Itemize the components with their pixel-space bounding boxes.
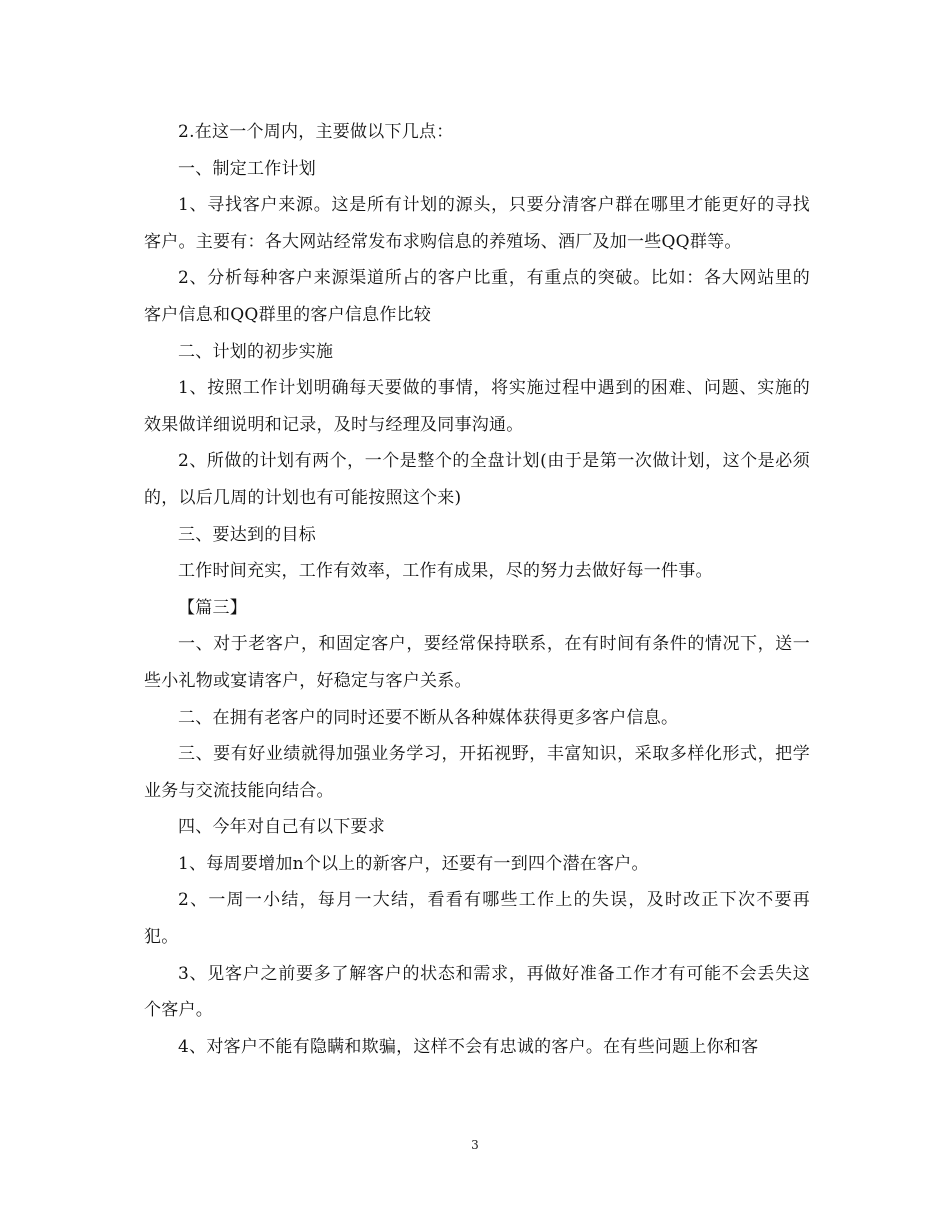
paragraph-goals: 工作时间充实，工作有效率，工作有成果，尽的努力去做好每一件事。 bbox=[178, 561, 713, 582]
heading-plan: 一、制定工作计划 bbox=[178, 158, 316, 179]
paragraph-know-customer: 3、见客户之前要多了解客户的状态和需求，再做好准备工作才有可能不会丢失这个客户。 bbox=[144, 963, 810, 1021]
paragraph-media-info: 二、在拥有老客户的同时还要不断从各种媒体获得更多客户信息。 bbox=[178, 707, 679, 728]
heading-goals: 三、要达到的目标 bbox=[178, 524, 316, 545]
paragraph-daily-tasks: 1、按照工作计划明确每天要做的事情，将实施过程中遇到的困难、问题、实施的效果做详细说明和记录，及时与经理及同事沟通。 bbox=[144, 378, 810, 435]
page-number: 3 bbox=[471, 1138, 479, 1152]
paragraph-old-customers: 一、对于老客户，和固定客户，要经常保持联系，在有时间有条件的情况下，送一些小礼物或宴请客户，好稳定与客户关系。 bbox=[144, 634, 810, 691]
heading-self-requirements: 四、今年对自己有以下要求 bbox=[178, 817, 385, 838]
paragraph-find-customers: 1、寻找客户来源。这是所有计划的源头，只要分清客户群在哪里才能更好的寻找客户。主要有：各大网站经常发布求购信息的养殖场、酒厂及加一些QQ群等。 bbox=[144, 195, 810, 252]
paragraph-summaries: 2、一周一小结，每月一大结，看看有哪些工作上的失误，及时改正下次不要再犯。 bbox=[144, 890, 810, 948]
paragraph-honesty: 4、对客户不能有隐瞒和欺骗，这样不会有忠诚的客户。在有些问题上你和客 bbox=[178, 1036, 759, 1057]
heading-initial-implementation: 二、计划的初步实施 bbox=[178, 341, 334, 362]
paragraph-weekly-new-customers: 1、每周要增加n个以上的新客户，还要有一到四个潜在客户。 bbox=[178, 853, 649, 874]
paragraph-two-plans: 2、所做的计划有两个，一个是整个的全盘计划(由于是第一次做计划，这个是必须的，以后几周的计划也有可能按照这个来) bbox=[144, 451, 810, 508]
document-body bbox=[144, 114, 810, 1065]
paragraph-study: 三、要有好业绩就得加强业务学习，开拓视野，丰富知识，采取多样化形式，把学业务与交流技能向结合。 bbox=[144, 744, 810, 801]
section-title-part-three: 【篇三】 bbox=[178, 597, 247, 618]
paragraph-intro: 2.在这一个周内，主要做以下几点： bbox=[178, 122, 454, 142]
paragraph-analyze-channels: 2、分析每种客户来源渠道所占的客户比重，有重点的突破。比如：各大网站里的客户信息和QQ群里的客户信息作比较 bbox=[144, 268, 810, 325]
